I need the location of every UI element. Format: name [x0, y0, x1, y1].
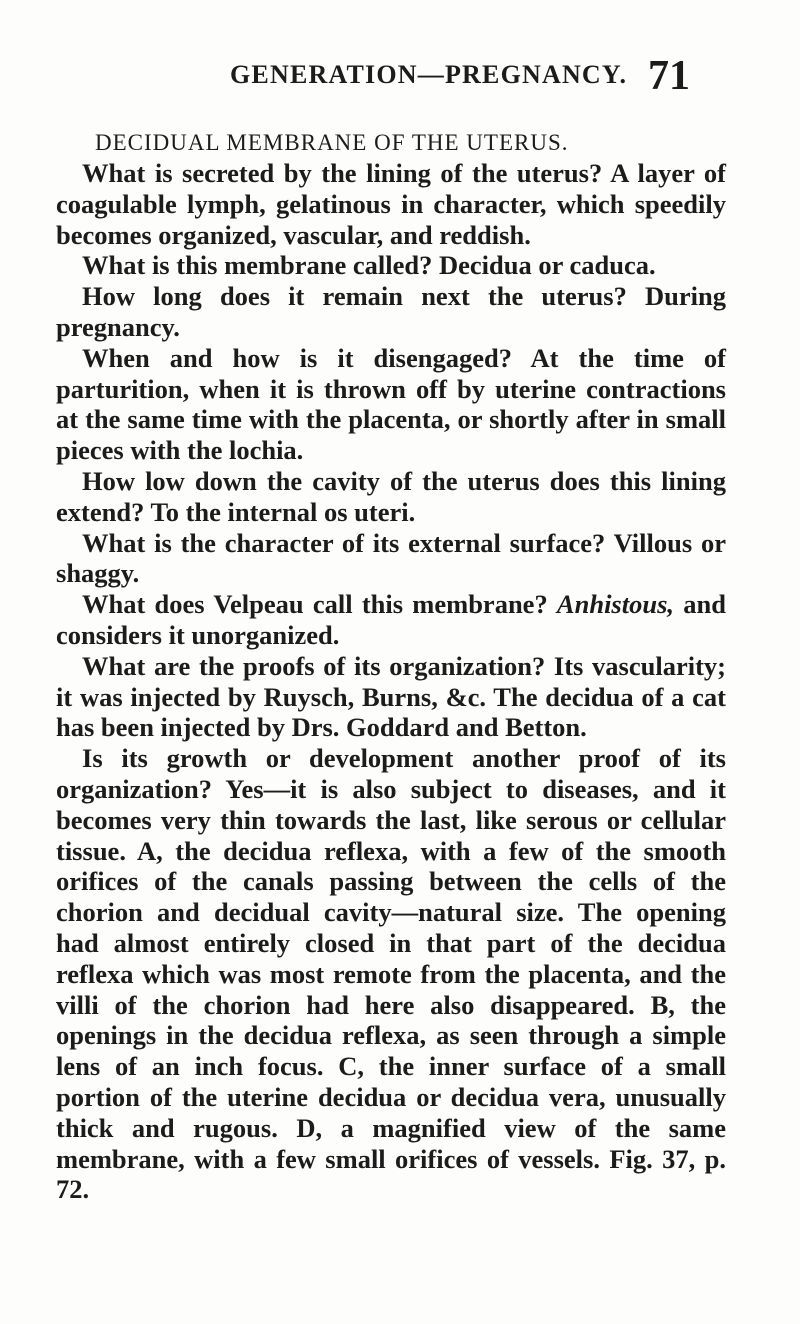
answer: At the time of parturition, when it is thrown off by uterine contractions at the same time with the placenta, or shortly after in small pieces with the lochia.: [56, 342, 726, 466]
qa-paragraph: [56, 250, 726, 281]
question: When and how is it disengaged?: [82, 342, 512, 373]
qa-paragraph: [56, 466, 726, 528]
qa-paragraph: [56, 743, 726, 1205]
answer: A layer of coagulable lymph, gelatinous in character, which speedily becomes organized, vascular, and reddish.: [56, 158, 726, 250]
section-title: DECIDUAL MEMBRANE OF THE UTERUS.: [95, 130, 569, 155]
answer: During pregnancy.: [56, 281, 727, 342]
answer: Yes—it is also subject to diseases, and it becomes very thin towards the last, like serous or cellular tissue.: [56, 773, 726, 866]
qa-paragraph: [56, 281, 726, 343]
qa-paragraph: [56, 589, 726, 651]
caption-part-a: A, the decidua reflexa, with a few of the smooth orifices of the canals passing between the cells of the chorion and decidual cavity—natural size.: [56, 835, 726, 928]
question: How long does it remain next the uterus?: [82, 281, 627, 312]
figure-reference: Fig. 37, p. 72.: [56, 1143, 727, 1205]
caption-part-b: B, the openings in the decidua reflexa, as seen through a simple lens of an inch focus.: [56, 989, 727, 1082]
qa-paragraph: [56, 651, 726, 743]
answer: To the internal os uteri.: [150, 496, 416, 527]
question: What is secreted by the lining of the uterus?: [82, 158, 603, 188]
qa-paragraph: [56, 158, 726, 250]
running-head-title: GENERATION—PREGNANCY.: [230, 60, 628, 89]
answer: and considers it unorganized.: [56, 589, 726, 650]
caption-part-c: C, the inner surface of a small portion of the uterine decidua or decidua vera, unusually thick and rugous.: [56, 1051, 726, 1143]
caption-note: The opening had almost entirely closed in that part of the decidua reflexa which was most remote from the placenta, and the villi of the chorion had here also disappeared.: [56, 897, 726, 1020]
answer: Its vascularity; it was injected by Ruysch, Burns, &c. The decidua of a cat has been injected by Drs. Goddard and Betton.: [56, 650, 726, 743]
question: What is this membrane called?: [82, 250, 433, 281]
running-head: [230, 52, 690, 112]
caption-part-d: D, a magnified view of the same membrane, with a few small orifices of vessels.: [56, 1112, 727, 1174]
qa-paragraph: [56, 343, 726, 466]
question: Is its growth or development another proof of its organization?: [56, 743, 726, 804]
answer: Villous or shaggy.: [56, 527, 726, 589]
qa-paragraph: [56, 528, 726, 590]
answer-term: Anhistous,: [556, 589, 675, 620]
question: What is the character of its external surface?: [82, 527, 606, 558]
body-text: [56, 158, 726, 1205]
question: What does Velpeau call this membrane?: [82, 589, 548, 620]
question: What are the proofs of its organization?: [82, 650, 546, 681]
page-number: 71: [648, 53, 690, 99]
answer: Decidua or caduca.: [439, 250, 656, 281]
question: How low down the cavity of the uterus does this lining extend?: [56, 465, 726, 527]
figure-caption: [56, 836, 726, 1205]
